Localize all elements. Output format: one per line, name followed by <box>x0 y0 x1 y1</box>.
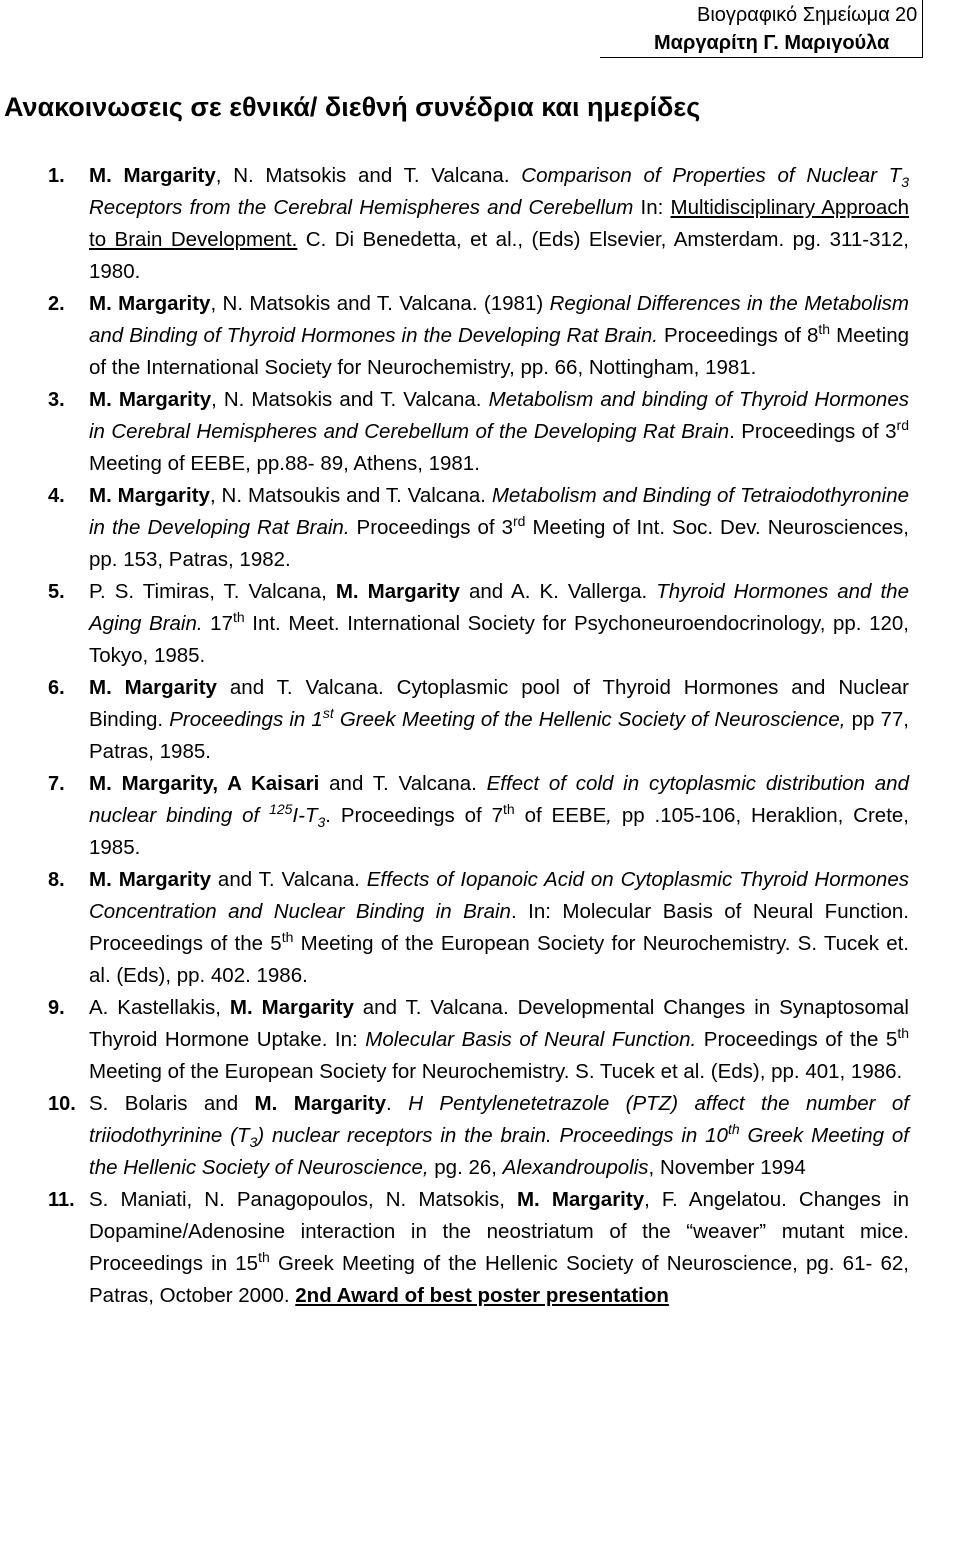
citation: Meeting of EEBE, pp.88- 89, Athens, 1981. <box>89 452 480 475</box>
award-note: 2nd Award of best poster presentation <box>295 1284 669 1307</box>
list-item <box>0 160 909 288</box>
superscript: rd <box>896 417 909 434</box>
header-title: Βιογραφικό Σημείωμα <box>697 4 890 26</box>
superscript: th <box>258 1249 270 1266</box>
page-number: 20 <box>895 4 918 26</box>
authors: , N. Matsokis and T. Valcana. <box>215 164 510 187</box>
author-highlight: M. Margarity <box>89 868 211 891</box>
citation: pp 77, Patras, 1985. <box>89 708 909 763</box>
header-name: Μαργαρίτη Γ. Μαριγούλα <box>654 32 890 54</box>
author-highlight: M. Margarity <box>89 292 211 315</box>
header-divider-horizontal <box>600 57 922 58</box>
book-title: Multidisciplinary Approach to Brain Development. <box>89 196 909 251</box>
authors: , N. Matsokis and T. Valcana. <box>211 388 482 411</box>
citation: Proceedings of 3 <box>356 516 514 539</box>
book-title: Molecular Basis of Neural Function. <box>365 1028 697 1051</box>
author-highlight: M. Margarity <box>89 388 212 411</box>
conference-list <box>0 160 960 1312</box>
citation: Proceedings of the 5 <box>703 1028 898 1051</box>
list-item <box>0 1184 909 1312</box>
citation: pp .105-106, Heraklion, Crete, 1985. <box>89 804 909 859</box>
authors: S. Maniati, N. Panagopoulos, N. Matsokis, <box>89 1188 505 1211</box>
citation: Proceedings of 8 <box>663 324 819 347</box>
item-number: 2. <box>48 293 65 315</box>
citation: . Proceedings of 3 <box>729 420 897 443</box>
title: Developmental Changes in Synaptosomal Thyroid Hormone Uptake. In: <box>89 996 909 1051</box>
title: Metabolism and Binding of Tetraiodothyronine in the Developing Rat Brain. <box>89 484 909 539</box>
author-highlight: M. Margarity <box>254 1092 387 1115</box>
subscript: 3 <box>249 1134 258 1151</box>
header-divider-vertical <box>922 0 923 58</box>
item-number: 8. <box>48 869 65 891</box>
title: Regional Differences in the Metabolism and Binding of Thyroid Hormones in the Developing Rat Brain. <box>89 292 910 347</box>
authors: , F. Angelatou. <box>644 1188 787 1211</box>
list-item <box>0 1088 909 1184</box>
author-highlight: M. Margarity <box>89 164 216 187</box>
superscript: th <box>727 1121 740 1138</box>
title: Effect of cold in cytoplasmic distribution and nuclear binding of <box>89 772 909 827</box>
superscript: th <box>232 609 245 626</box>
title: Changes in Dopamine/Adenosine interaction in the neostriatum of the “weaver” mutant mice. Proceedings in 15 <box>89 1188 909 1275</box>
citation-comma: , <box>606 804 612 827</box>
citation: of EEBE <box>524 804 607 827</box>
title: Thyroid Hormones and the Aging Brain. <box>89 580 909 635</box>
list-item <box>0 576 909 672</box>
author-highlight: M. Margarity <box>229 996 354 1019</box>
list-item <box>0 480 909 576</box>
list-item <box>0 672 909 768</box>
list-item <box>0 384 909 480</box>
citation: Meeting of Int. Soc. Dev. Neurosciences, pp. 153, Patras, 1982. <box>89 516 909 571</box>
title: Comparison of Properties of Nuclear T <box>521 164 902 187</box>
authors: . <box>386 1092 392 1115</box>
item-number: 1. <box>48 165 65 187</box>
authors: and T. Valcana. <box>217 868 360 891</box>
item-number: 3. <box>48 389 65 411</box>
author-highlight: M. Margarity <box>335 580 460 603</box>
citation: , November 1994 <box>648 1156 806 1179</box>
author-highlight: M. Margarity <box>89 484 210 507</box>
citation: Greek Meeting of the Hellenic Society of Neuroscience, <box>339 708 846 731</box>
superscript: th <box>897 1025 910 1042</box>
superscript: st <box>322 705 334 722</box>
authors: , N. Matsokis and T. Valcana. (1981) <box>210 292 544 315</box>
citation: pg. 26, <box>434 1156 497 1179</box>
subscript: 3 <box>317 814 326 831</box>
list-item <box>0 768 909 864</box>
title: Cytoplasmic pool of Thyroid Hormones and Nuclear Binding. <box>89 676 910 731</box>
author-highlight: M. Margarity, A Kaisari <box>89 772 320 795</box>
authors: and A. K. Vallerga. <box>468 580 648 603</box>
authors: S. Bolaris and <box>89 1092 239 1115</box>
citation: Int. Meet. International Society for Psychoneuroendocrinology, pp. 120, Tokyo, 1985. <box>89 612 909 667</box>
list-item <box>0 864 909 992</box>
item-number: 5. <box>48 581 65 603</box>
item-number: 11. <box>48 1189 75 1211</box>
citation: . In: Molecular Basis of Neural Function. Proceedings of the 5 <box>89 900 910 955</box>
author-highlight: M. Margarity <box>89 676 217 699</box>
list-item <box>0 992 909 1088</box>
citation: Meeting of the European Society for Neurochemistry. S. Tucek et. al. (Eds), pp. 402. 1986. <box>89 932 909 987</box>
superscript: th <box>818 321 831 338</box>
title: Greek Meeting of the Hellenic Society of Neuroscience, <box>89 1124 910 1179</box>
author-highlight: M. Margarity <box>516 1188 645 1211</box>
authors: , N. Matsoukis and T. Valcana. <box>209 484 486 507</box>
in-label: In: <box>640 196 664 219</box>
citation: Proceedings in 1 <box>169 708 323 731</box>
citation: Meeting of the International Society for Neurochemistry, pp. 66, Nottingham, 1981. <box>89 324 910 379</box>
list-item <box>0 288 909 384</box>
item-number: 4. <box>48 485 65 507</box>
superscript: th <box>281 929 294 946</box>
item-number: 7. <box>48 773 65 795</box>
title: ) nuclear receptors in the brain. Proceedings in 10 <box>257 1124 728 1147</box>
citation-place: Alexandroupolis <box>502 1156 649 1179</box>
authors: and T. Valcana. <box>229 676 384 699</box>
authors: and T. Valcana. <box>362 996 509 1019</box>
title: Effects of Iopanoic Acid on Cytoplasmic Thyroid Hormones Concentration and Nuclear Binding in Brain <box>89 868 909 923</box>
section-title: Ανακοινωσεις σε εθνικά/ διεθνή συνέδρια και ημερίδες <box>4 92 701 122</box>
title: H Pentylenetetrazole (PTZ) affect the number of triiodothyrinine (T <box>89 1092 910 1147</box>
title: Receptors from the Cerebral Hemispheres and Cerebellum <box>89 196 634 219</box>
item-number: 10. <box>48 1093 76 1115</box>
citation: . Proceedings of 7 <box>325 804 504 827</box>
citation: Greek Meeting of the Hellenic Society of Neuroscience, pg. 61- 62, Patras, October 2000. <box>89 1252 909 1307</box>
subscript: 3 <box>901 174 909 191</box>
superscript: rd <box>513 513 526 530</box>
isotope-superscript: 125 <box>269 801 293 818</box>
authors: and T. Valcana. <box>329 772 477 795</box>
authors: A. Kastellakis, <box>89 996 221 1019</box>
citation: C. Di Benedetta, et al., (Eds) Elsevier, Amsterdam. pg. 311-312, 1980. <box>89 228 909 283</box>
item-number: 6. <box>48 677 65 699</box>
item-number: 9. <box>48 997 65 1019</box>
title: Metabolism and binding of Thyroid Hormones in Cerebral Hemispheres and Cerebellum of the Developing Rat Brain <box>89 388 909 443</box>
citation: Meeting of the European Society for Neurochemistry. S. Tucek et al. (Eds), pp. 401, 1986. <box>89 1060 903 1083</box>
title: I-T <box>292 804 318 827</box>
citation: 17 <box>210 612 233 635</box>
authors: P. S. Timiras, T. Valcana, <box>89 580 327 603</box>
superscript: th <box>503 801 515 818</box>
